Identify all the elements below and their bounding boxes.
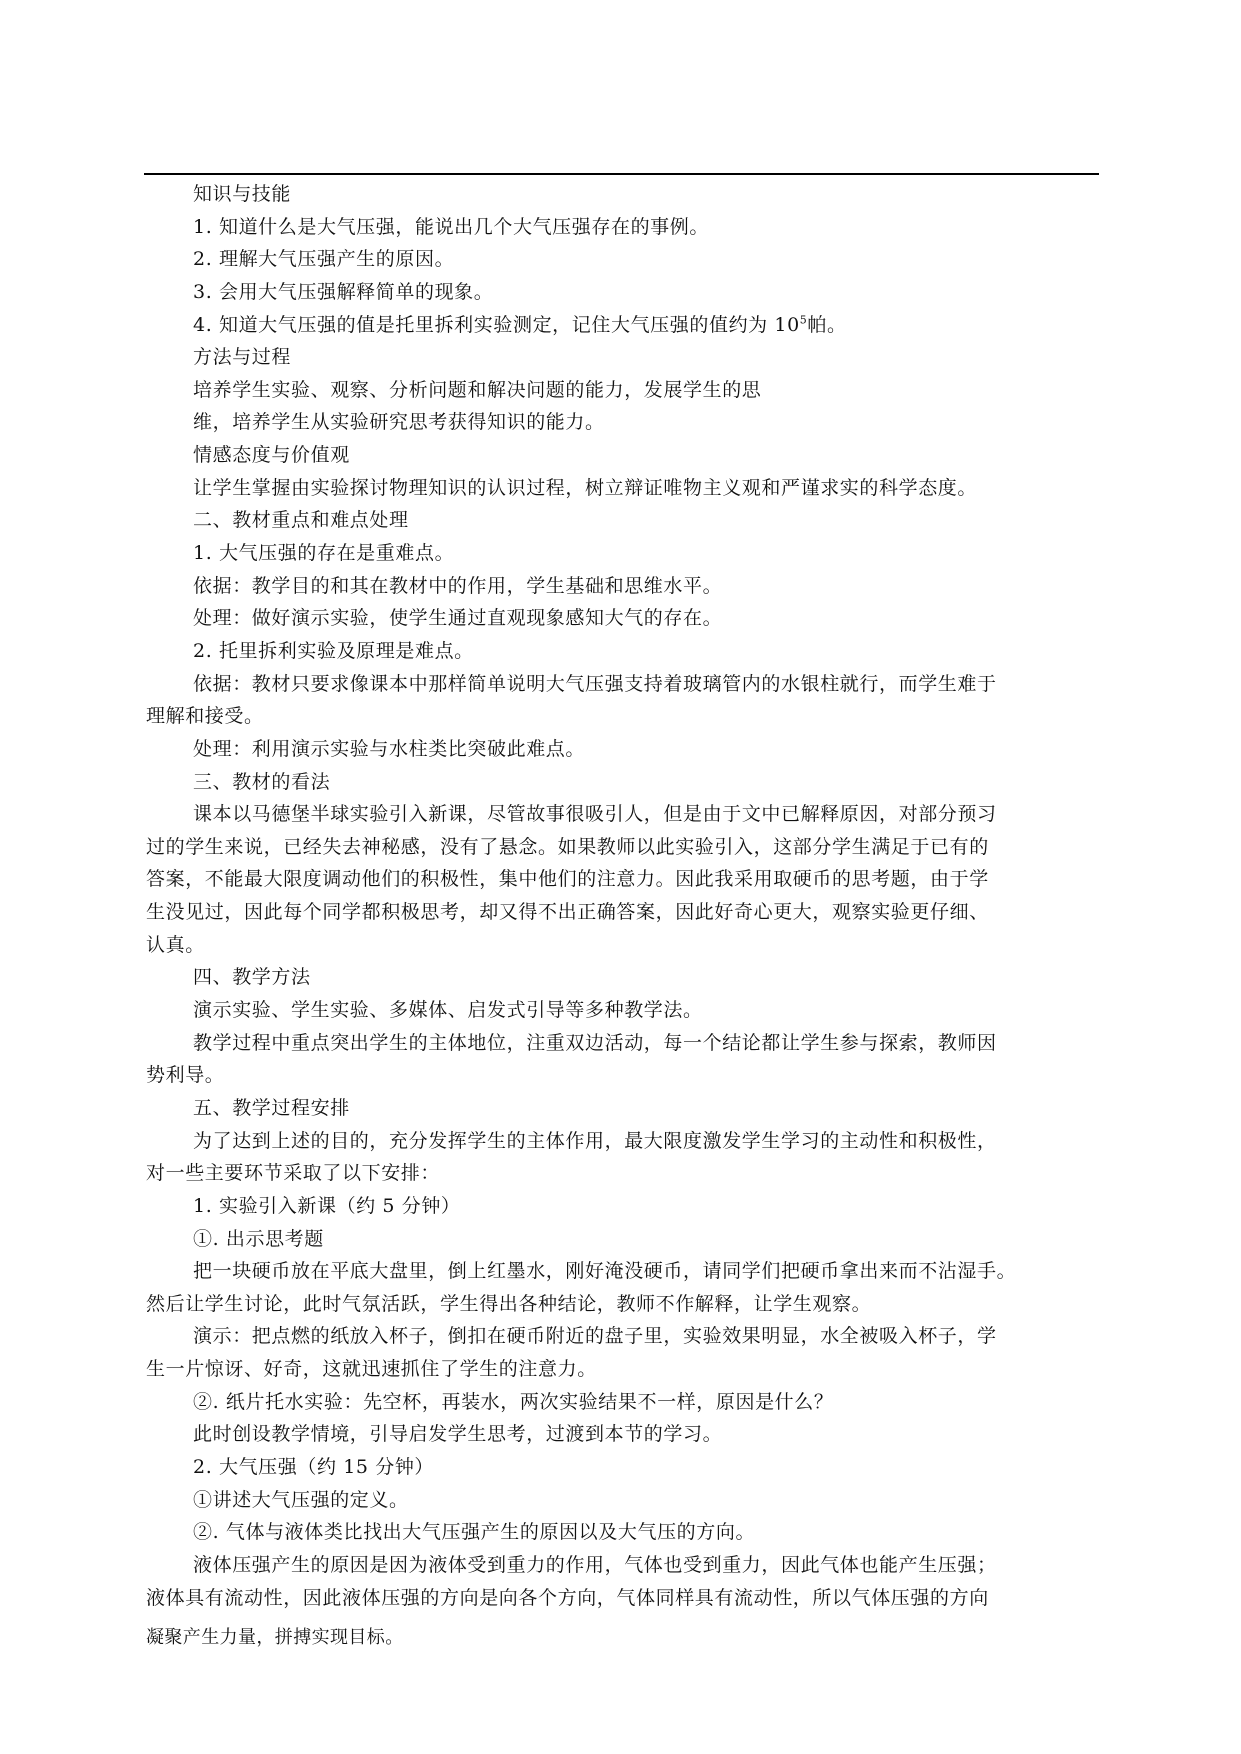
text-line-content: 液体具有流动性，因此液体压强的方向是向各个方向，气体同样具有流动性，所以气体压强的方向	[146, 1586, 989, 1609]
text-line-content: 教学过程中重点突出学生的主体地位，注重双边活动，每一个结论都让学生参与探索，教师因	[193, 1031, 997, 1054]
text-line-content: 让学生掌握由实验探讨物理知识的认识过程，树立辩证唯物主义观和严谨求实的科学态度。	[193, 476, 978, 499]
text-line	[146, 1223, 1101, 1256]
text-line	[146, 537, 1101, 570]
text-line	[146, 1353, 1101, 1386]
text-line	[146, 668, 1101, 701]
text-line-content: ①. 出示思考题	[193, 1227, 324, 1250]
text-line	[146, 733, 1101, 766]
text-line-tail: 帕。	[807, 313, 847, 336]
text-line	[146, 1320, 1101, 1353]
text-line-content: 为了达到上述的目的，充分发挥学生的主体作用，最大限度激发学生学习的主动性和积极性，	[193, 1129, 997, 1152]
text-line	[146, 961, 1101, 994]
text-line-content: 然后让学生讨论，此时气氛活跃，学生得出各种结论，教师不作解释，让学生观察。	[146, 1292, 872, 1315]
text-line	[146, 1516, 1101, 1549]
text-line-content: 三、教材的看法	[193, 770, 331, 793]
text-line	[146, 994, 1101, 1027]
text-line	[146, 798, 1101, 831]
text-line-content: 生一片惊讶、好奇，这就迅速抓住了学生的注意力。	[146, 1358, 597, 1381]
text-line	[146, 1451, 1101, 1484]
text-line	[146, 1190, 1101, 1223]
text-line	[146, 1484, 1101, 1517]
text-line-content: 二、教材重点和难点处理	[193, 509, 409, 532]
text-line-content: 4. 知道大气压强的值是托里拆利实验测定，记住大气压强的值约为 10	[193, 313, 800, 336]
text-line	[146, 1092, 1101, 1125]
text-line	[146, 831, 1101, 864]
text-line-content: 对一些主要环节采取了以下安排：	[146, 1162, 441, 1185]
text-line-content: 依据：教材只要求像课本中那样简单说明大气压强支持着玻璃管内的水银柱就行，而学生难于	[193, 672, 997, 695]
text-line	[146, 406, 1101, 439]
text-line	[146, 896, 1101, 929]
document-body	[146, 178, 1101, 1614]
text-line	[146, 570, 1101, 603]
text-line	[146, 766, 1101, 799]
text-line	[146, 439, 1101, 472]
text-line	[146, 1549, 1101, 1582]
text-line-content: 认真。	[146, 933, 205, 956]
text-line	[146, 602, 1101, 635]
text-line-content: ①讲述大气压强的定义。	[193, 1488, 409, 1511]
superscript-exponent: 5	[799, 313, 808, 327]
text-line-content: 1. 实验引入新课（约 5 分钟）	[193, 1194, 461, 1217]
text-line	[146, 178, 1101, 211]
text-line	[146, 341, 1101, 374]
text-line-content: 依据：教学目的和其在教材中的作用，学生基础和思维水平。	[193, 574, 723, 597]
text-line-content: 处理：做好演示实验，使学生通过直观现象感知大气的存在。	[193, 607, 723, 630]
text-line-content: 五、教学过程安排	[193, 1096, 350, 1119]
text-line-content: 1. 大气压强的存在是重难点。	[193, 542, 455, 565]
text-line-content: 方法与过程	[193, 346, 292, 369]
text-line-content: 答案，不能最大限度调动他们的积极性，集中他们的注意力。因此我采用取硬币的思考题，由于学	[146, 868, 989, 891]
header-rule	[144, 173, 1099, 175]
text-line	[146, 374, 1101, 407]
text-line-content: 处理：利用演示实验与水柱类比突破此难点。	[193, 737, 586, 760]
text-line-content: 过的学生来说，已经失去神秘感，没有了悬念。如果教师以此实验引入，这部分学生满足于已有的	[146, 835, 989, 858]
text-line	[146, 1288, 1101, 1321]
text-line	[146, 929, 1101, 962]
text-line	[146, 1027, 1101, 1060]
text-line-content: 情感态度与价值观	[193, 444, 350, 467]
text-line-content: 四、教学方法	[193, 966, 311, 989]
text-line-content: 理解和接受。	[146, 705, 264, 728]
text-line	[146, 1582, 1101, 1615]
text-line-content: 1. 知道什么是大气压强，能说出几个大气压强存在的事例。	[193, 215, 709, 238]
text-line	[146, 1255, 1101, 1288]
text-line	[146, 1386, 1101, 1419]
text-line	[146, 504, 1101, 537]
text-line	[146, 1418, 1101, 1451]
text-line	[146, 211, 1101, 244]
text-line-content: 课本以马德堡半球实验引入新课，尽管故事很吸引人，但是由于文中已解释原因，对部分预习	[193, 803, 997, 826]
text-line-content: 维，培养学生从实验研究思考获得知识的能力。	[193, 411, 605, 434]
text-line	[146, 1125, 1101, 1158]
text-line	[146, 243, 1101, 276]
page-footer: 凝聚产生力量，拼搏实现目标。	[146, 1627, 404, 1648]
text-line-content: 生没见过，因此每个同学都积极思考，却又得不出正确答案，因此好奇心更大，观察实验更仔细、	[146, 901, 989, 924]
text-line-content: 3. 会用大气压强解释简单的现象。	[193, 280, 494, 303]
text-line	[146, 1157, 1101, 1190]
text-line-content: 2. 理解大气压强产生的原因。	[193, 248, 455, 271]
text-line	[146, 1059, 1101, 1092]
text-line-content: 2. 大气压强（约 15 分钟）	[193, 1455, 435, 1478]
text-line-content: ②. 纸片托水实验：先空杯，再装水，两次实验结果不一样，原因是什么？	[193, 1390, 834, 1413]
text-line	[146, 276, 1101, 309]
text-line	[146, 863, 1101, 896]
text-line	[146, 472, 1101, 505]
text-line-content: 2. 托里拆利实验及原理是难点。	[193, 639, 474, 662]
text-line-content: 液体压强产生的原因是因为液体受到重力的作用，气体也受到重力，因此气体也能产生压强；	[193, 1553, 997, 1576]
text-line-content: 培养学生实验、观察、分析问题和解决问题的能力，发展学生的思	[193, 378, 762, 401]
text-line	[146, 635, 1101, 668]
text-line	[146, 700, 1101, 733]
text-line-content: 知识与技能	[193, 183, 292, 205]
text-line-content: 演示实验、学生实验、多媒体、启发式引导等多种教学法。	[193, 999, 703, 1022]
text-line-content: 把一块硬币放在平底大盘里，倒上红墨水，刚好淹没硬币，请同学们把硬币拿出来而不沾湿手。	[193, 1260, 1017, 1283]
text-line-content: 势利导。	[146, 1064, 225, 1087]
text-line-content: 演示：把点燃的纸放入杯子，倒扣在硬币附近的盘子里，实验效果明显，水全被吸入杯子，学	[193, 1325, 997, 1348]
text-line-content: ②. 气体与液体类比找出大气压强产生的原因以及大气压的方向。	[193, 1521, 756, 1544]
text-line	[146, 309, 1101, 342]
text-line-content: 此时创设教学情境，引导启发学生思考，过渡到本节的学习。	[193, 1423, 723, 1446]
